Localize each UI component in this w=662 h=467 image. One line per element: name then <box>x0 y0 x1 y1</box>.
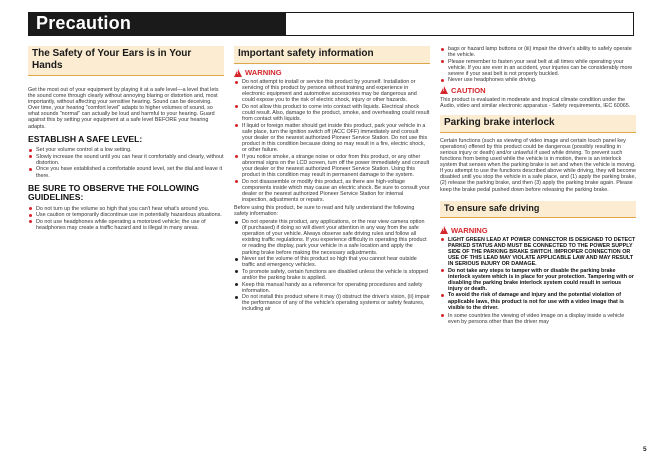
list-item: Use caution or temporarily discontinue use in potentially hazardous situations. <box>28 212 224 218</box>
list-item: If you notice smoke, a strange noise or odor from this product, or any other abnormal signs on the LCD screen, turn off the power immediately and consult your dealer or the nearest authorized Pioneer Service Station. Using this product in this condition may result in permanent damage to the system. <box>234 154 430 178</box>
list-item: bags or hazard lamp buttons or (iii) impair the driver's ability to safely operate the vehicle. <box>440 46 636 58</box>
establish-heading: ESTABLISH A SAFE LEVEL: <box>28 133 143 144</box>
column-1 <box>28 46 224 233</box>
column-3 <box>440 46 636 327</box>
caution-heading <box>440 86 636 95</box>
driving-warning-list <box>440 237 636 311</box>
list-item: Once you have established a comfortable sound level, set the dial and leave it there. <box>28 166 224 178</box>
list-item: Do not install this product where it may (i) obstruct the driver's vision, (ii) impair the performance of any of the vehicle's operating systems or safety features, including air <box>234 294 430 312</box>
list-item: Slowly increase the sound until you can hear it comfortably and clearly, without distortion. <box>28 154 224 166</box>
list-item: Do not turn up the volume so high that you can't hear what's around you. <box>28 206 224 212</box>
header-title-tab <box>28 12 286 36</box>
caution-text: This product is evaluated in moderate and tropical climate condition under the Audio, video and similar electronic apparatus - Safety requirements, IEC 60065. <box>440 96 631 109</box>
list-item: Do not disassemble or modify this product, as there are high-voltage components inside which may cause an electric shock. Be sure to consult your dealer or the nearest authorized Pioneer Service Station for internal inspection, adjustments or repairs. <box>234 179 430 203</box>
list-item: Do not operate this product, any applications, or the rear view camera option (if purchased) if doing so will divert your attention in any way from the safe operation of your vehicle. Always observe safe driving rules and follow all existing traffic regulations. If you experience difficulty in operating this product or reading the display, park your vehicle in a safe location and apply the parking brake before making the necessary adjustments. <box>234 219 430 256</box>
before-use-list <box>234 219 430 312</box>
page-number: 5 <box>643 446 647 453</box>
section-title-safety-info: Important safety information <box>234 46 430 64</box>
warning-label: WARNING <box>245 68 282 77</box>
list-item: In some countries the viewing of video image on a display inside a vehicle even by persons other than the driver may <box>440 313 636 325</box>
establish-list <box>28 147 224 178</box>
list-item: LIGHT GREEN LEAD AT POWER CONNECTOR IS DESIGNED TO DETECT PARKED STATUS AND MUST BE CONNECTED TO THE POWER SUPPLY SIDE OF THE PARKING BRAKE SWITCH. IMPROPER CONNECTION OR USE OF THIS LEAD MAY VIOLATE APPLICABLE LAW AND MAY RESULT IN SERIOUS INJURY OR DAMAGE. <box>440 237 636 267</box>
observe-heading: BE SURE TO OBSERVE THE FOLLOWING GUIDELINES: <box>28 182 200 203</box>
section-title-ear-safety: The Safety of Your Ears is in Your Hands <box>28 46 224 76</box>
list-item: If liquid or foreign matter should get inside this product, park your vehicle in a safe place, turn the ignition switch off (ACC OFF) immediately and consult your dealer or the nearest authorized Pioneer Service Station. Do not use this product in this condition because doing so may result in a fire, electric shock, or other failure. <box>234 123 430 153</box>
header-rule <box>286 12 634 36</box>
before-use-text: Before using this product, be sure to read and fully understand the following safety information: <box>234 204 415 217</box>
section-title-safe-driving: To ensure safe driving <box>440 201 636 218</box>
list-item: Set your volume control at a low setting. <box>28 147 224 153</box>
column-2 <box>234 46 430 314</box>
continued-list <box>440 46 636 84</box>
list-item: Please remember to fasten your seat belt at all times while operating your vehicle. If you are ever in an accident, your injuries can be considerably more severe if your seat belt is not properly buckled. <box>440 59 636 77</box>
page-title: Precaution <box>36 13 132 33</box>
ear-safety-intro: Get the most out of your equipment by playing it at a safe level—a level that lets the sound come through clearly without annoying blaring or distortion and, most importantly, without affecting your sensitive hearing. Sound can be deceiving. Over time, your hearing "comfort level" adapts to higher volumes of sound, so what sounds "normal" can actually be loud and harmful to your hearing. Guard against this by setting your equipment at a safe level BEFORE your hearing adapts. <box>28 87 219 130</box>
warning-label: WARNING <box>451 225 488 235</box>
caution-triangle-icon <box>440 86 448 94</box>
warning-triangle-icon <box>440 226 448 234</box>
observe-list <box>28 206 224 231</box>
list-item: Keep this manual handy as a reference for operating procedures and safety information. <box>234 282 430 294</box>
list-item: Do not allow this product to come into contact with liquids. Electrical shock could result. Also, damage to the product, smoke, and overheating could result from contact with liquids. <box>234 104 430 122</box>
list-item: To promote safety, certain functions are disabled unless the vehicle is stopped and/or the parking brake is applied. <box>234 269 430 281</box>
warning-heading <box>234 68 430 77</box>
list-item: Do not attempt to install or service this product by yourself. Installation or servicing of this product by persons without training and experience in electronic equipment and automotive accessories may be dangerous and could expose you to the risk of electric shock, injury or other hazards. <box>234 79 430 103</box>
caution-label: CAUTION <box>451 85 486 95</box>
warning-heading <box>440 226 636 235</box>
list-item: Do not use headphones while operating a motorized vehicle; the use of headphones may create a traffic hazard and is illegal in many areas. <box>28 219 224 231</box>
list-item: To avoid the risk of damage and injury and the potential violation of applicable laws, this product is not for use with a video image that is visible to the driver. <box>440 292 636 310</box>
warning-triangle-icon <box>234 69 242 77</box>
driving-note-list <box>440 313 636 325</box>
parking-brake-text: Certain functions (such as viewing of video image and certain touch panel key operations) offered by this product could be dangerous (possibly resulting in serious injury or death) and/or unlawful if used while driving. To prevent such functions from being used while the vehicle is in motion, there is an interlock system that senses when the parking brake is set and when the vehicle is moving. If you attempt to use the functions described above while driving, they will become disabled until you stop the vehicle in a safe place, and (1) apply the parking brake, (2) release the parking brake, and then (3) apply the parking brake again. Please keep the brake pedal pushed down before releasing the parking brake. <box>440 137 636 193</box>
list-item: Never set the volume of this product so high that you cannot hear outside traffic and emergency vehicles. <box>234 256 430 268</box>
list-item: Do not take any steps to tamper with or disable the parking brake interlock system which is in place for your protection. Tampering with or disabling the parking brake interlock system could result in serious injury or death. <box>440 268 636 292</box>
section-title-parking-brake: Parking brake interlock <box>440 115 636 133</box>
warning-list <box>234 79 430 203</box>
page-header <box>0 0 662 40</box>
list-item: Never use headphones while driving. <box>440 77 636 83</box>
